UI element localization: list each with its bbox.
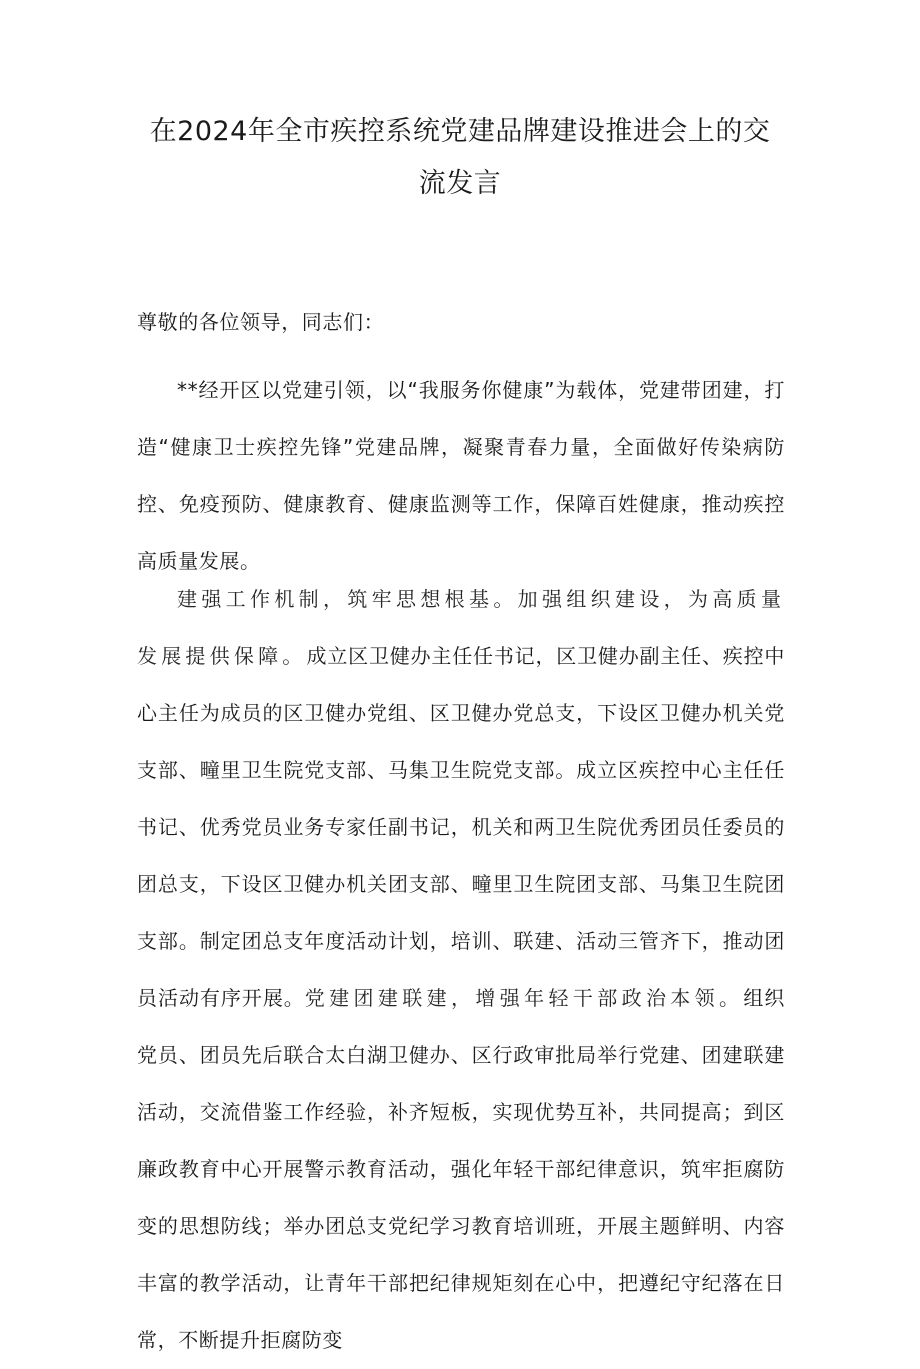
paragraph-text: 成立区卫健办主任任书记，区卫健办副主任、疾控中心主任为成员的区卫健办党组、区卫健办党总支，下设区卫健办机关党支部、疃里卫生院党支部、马集卫生院党支部。成立区疾控中心主任任书记、优秀党员业务专家任副书记，机关和两卫生院优秀团员任委员的团总支，下设区卫健办机关团支部、疃里卫生院团支部、马集卫生院团支部。制定团总支年度活动计划，培训、联建、活动三管齐下，推动团员活动有序开展。 — [137, 644, 785, 1010]
document-title — [140, 106, 780, 210]
title-line-1: 在2024年全市疾控系统党建品牌建设推进会上的交 — [149, 116, 771, 147]
title-line-2: 流发言 — [418, 168, 502, 199]
paragraph-text-continued: 组织党员、团员先后联合太白湖卫健办、区行政审批局举行党建、团建联建活动，交流借鉴工作经验，补齐短板，实现优势互补，共同提高；到区廉政教育中心开展警示教育活动，强化年轻干部纪律意识，筑牢拒腐防变的思想防线；举办团总支党纪学习教育培训班，开展主题鲜明、内容丰富的教学活动，让青年干部把纪律规矩刻在心中，把遵纪守纪落在日常，不断提升拒腐防变 — [137, 986, 785, 1352]
section-heading: 建强工作机制，筑牢思想根基。加强组织建设，为高质量发展提供保障。 — [137, 587, 785, 668]
section-subheading: 党建团建联建，增强年轻干部政治本领。 — [304, 986, 744, 1010]
paragraph-intro: **经开区以党建引领，以“我服务你健康”为载体，党建带团建，打造“健康卫士疾控先锋”党建品牌，凝聚青春力量，全面做好传染病防控、免疫预防、健康教育、健康监测等工作，保障百姓健康，推动疾控高质量发展。 — [137, 378, 785, 573]
salutation: 尊敬的各位领导，同志们： — [137, 310, 385, 334]
paragraph-mechanism — [137, 571, 785, 1369]
